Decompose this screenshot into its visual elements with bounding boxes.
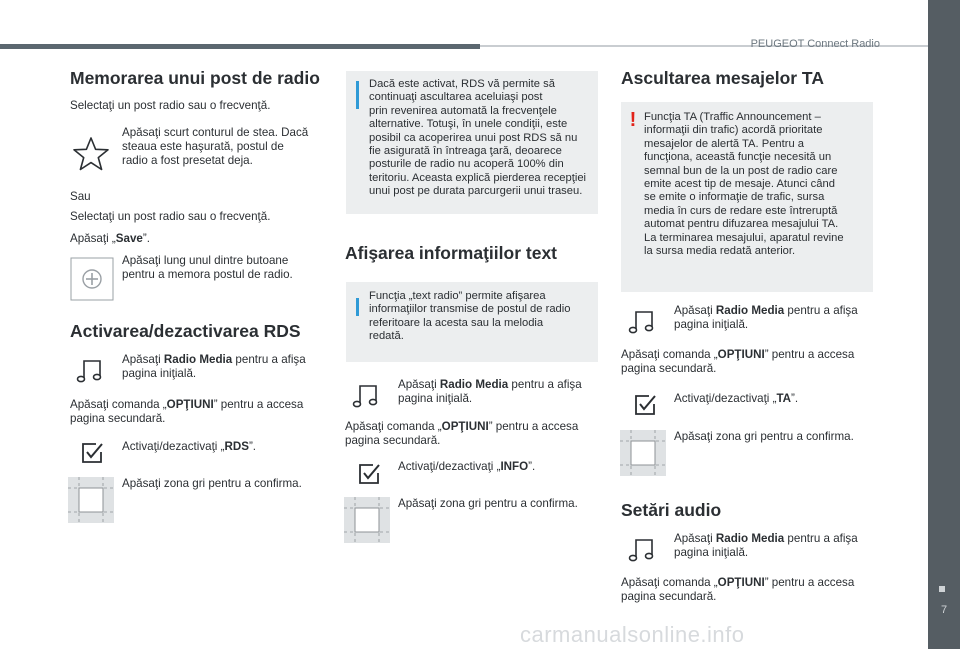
save-label: Save xyxy=(115,232,143,245)
text-line: funcţiona, această funcţie necesită un xyxy=(644,151,832,164)
heading-rds: Activarea/dezactivarea RDS xyxy=(70,321,301,341)
text: pentru a afişa xyxy=(508,378,582,391)
grey-zone-instruction: Apăsaţi zona gri pentru a confirma. xyxy=(674,430,854,443)
text: Apăsaţi comanda „ xyxy=(621,348,718,361)
grey-zone-icon xyxy=(68,477,114,523)
text-line: Funcţia TA (Traffic Announcement – xyxy=(644,111,821,123)
activate-instruction xyxy=(398,460,535,474)
music-note-icon xyxy=(628,537,656,563)
note-text xyxy=(644,111,844,258)
activate-instruction xyxy=(674,392,798,406)
text: Apăsaţi comanda „ xyxy=(621,576,718,589)
info-bar-icon xyxy=(356,81,359,109)
paragraph: Selectaţi un post radio sau o frecvenţă. xyxy=(70,210,271,223)
grey-zone-instruction: Apăsaţi zona gri pentru a confirma. xyxy=(122,477,302,490)
text: ”. xyxy=(142,232,150,245)
text-line: La terminarea mesajului, aparatul revine xyxy=(644,231,844,244)
info-bar-icon xyxy=(356,298,359,316)
warning-icon: ! xyxy=(629,109,637,131)
text-line: pentru a memora postul de radio. xyxy=(122,268,293,281)
heading-audio: Setări audio xyxy=(621,500,722,520)
text-line: pagina iniţială. xyxy=(674,318,749,331)
text-line: radio a fost presetat deja. xyxy=(122,154,253,167)
radio-media-label: Radio Media xyxy=(715,532,785,545)
text-line: continuaţi ascultarea aceluiaşi post xyxy=(369,91,543,104)
rds-label: RDS xyxy=(224,440,249,453)
text-line: Apăsaţi scurt conturul de stea. Dacă xyxy=(122,126,309,139)
text-line: alternative. Totuşi, în unele condiţii, este xyxy=(369,118,568,131)
star-icon xyxy=(72,136,110,172)
text-line: Dacă este activat, RDS vă permite să xyxy=(369,78,555,90)
options-instruction xyxy=(621,576,854,604)
paragraph: Selectaţi un post radio sau o frecvenţă. xyxy=(70,99,271,112)
note-text xyxy=(369,78,586,199)
text-line: automat pentru difuzarea mesajului TA. xyxy=(644,218,839,231)
radio-media-label: Radio Media xyxy=(715,304,785,317)
text: ” pentru a accesa xyxy=(764,348,855,361)
header-bar xyxy=(0,44,480,49)
text: Apăsaţi „ xyxy=(70,232,116,245)
watermark: carmanualsonline.info xyxy=(520,622,745,647)
text-line: Funcţia „text radio” permite afişarea xyxy=(369,290,546,302)
text-line: informaţii din trafic) acordă prioritate xyxy=(644,124,823,137)
text-line: pagina iniţială. xyxy=(122,367,197,380)
options-label: OPŢIUNI xyxy=(166,398,214,411)
text: Apăsaţi comanda „ xyxy=(70,398,167,411)
text: ”. xyxy=(248,440,257,453)
text: Apăsaţi xyxy=(674,532,716,545)
text: ” pentru a accesa xyxy=(488,420,579,433)
radio-media-label: Radio Media xyxy=(163,353,233,366)
activate-instruction xyxy=(122,440,256,454)
text-line xyxy=(674,532,858,546)
grey-zone-instruction: Apăsaţi zona gri pentru a confirma. xyxy=(398,497,578,510)
text-line: prin revenirea automată la frecvenţele xyxy=(369,104,557,117)
text-line xyxy=(70,398,303,412)
options-label: OPŢIUNI xyxy=(717,348,765,361)
text-line xyxy=(122,353,306,367)
text-line: la sursa media redată anterior. xyxy=(644,245,796,258)
checkbox-icon xyxy=(357,462,381,486)
text-line: referitoare la acesta sau la melodia xyxy=(369,316,544,329)
text-line: posturile de radio nu acoperă 100% din xyxy=(369,158,564,171)
options-label: OPŢIUNI xyxy=(441,420,489,433)
page-marker xyxy=(939,586,945,592)
text: ” pentru a accesa xyxy=(764,576,855,589)
text-line: pagina secundară. xyxy=(621,590,717,603)
music-note-icon xyxy=(352,383,380,409)
grey-zone-icon xyxy=(344,497,390,543)
text-line: pagina iniţială. xyxy=(398,392,473,405)
radio-media-instruction xyxy=(674,304,858,332)
text: ”. xyxy=(528,460,536,473)
text: pentru a afişa xyxy=(232,353,306,366)
warning-note-ta xyxy=(621,102,873,292)
text: ”. xyxy=(791,392,799,405)
text: Apăsaţi xyxy=(398,378,440,391)
text-line: mesajelor de alertă TA. Pentru a xyxy=(644,137,805,150)
grey-zone-icon xyxy=(620,430,666,476)
paragraph: Sau xyxy=(70,190,91,203)
music-note-icon xyxy=(628,309,656,335)
heading-text-info: Afişarea informaţiilor text xyxy=(345,243,557,263)
checkbox-icon xyxy=(633,393,657,417)
star-instruction xyxy=(122,126,308,168)
text-line: media în curs de redare este întreruptă xyxy=(644,204,838,217)
text-line: posibil ca acoperirea unui post RDS să nu xyxy=(369,131,578,144)
text-line: Apăsaţi lung unul dintre butoane xyxy=(122,254,289,267)
ta-label: TA xyxy=(776,392,792,405)
options-instruction xyxy=(70,398,303,426)
text: pentru a afişa xyxy=(784,532,858,545)
text-line: teritoriu. Aceasta explică pierderea recepţiei xyxy=(369,171,587,184)
text: Apăsaţi xyxy=(122,353,164,366)
options-instruction xyxy=(345,420,578,448)
page-number: 7 xyxy=(940,604,948,616)
info-note-text xyxy=(346,282,598,362)
text-line xyxy=(674,304,858,318)
radio-media-instruction xyxy=(674,532,858,560)
text-line: pagina secundară. xyxy=(345,434,441,447)
side-band xyxy=(928,0,960,649)
text: Apăsaţi xyxy=(674,304,716,317)
text-line: pagina iniţială. xyxy=(674,546,749,559)
text-line: pagina secundară. xyxy=(621,362,717,375)
text-line: pagina secundară. xyxy=(70,412,166,425)
text-line xyxy=(621,576,854,590)
music-note-icon xyxy=(76,358,104,384)
text-line: informaţiilor transmise de postul de radio xyxy=(369,303,571,316)
text-line: fie asigurată în întreaga ţară, deoarece xyxy=(369,145,562,158)
text-line: steaua este haşurată, postul de xyxy=(122,140,284,153)
text-line xyxy=(398,378,582,392)
options-label: OPŢIUNI xyxy=(717,576,765,589)
text: Activaţi/dezactivaţi „ xyxy=(674,392,777,405)
checkbox-icon xyxy=(80,441,104,465)
text-line xyxy=(621,348,854,362)
info-note-rds xyxy=(346,71,598,214)
text: ” pentru a accesa xyxy=(213,398,304,411)
paragraph xyxy=(70,232,150,246)
text-line: se emite o informaţie de trafic, sursa xyxy=(644,191,825,204)
text-line: semnal bun de la un post de radio care xyxy=(644,164,838,177)
radio-media-label: Radio Media xyxy=(439,378,509,391)
text-line: unui post pe durata parcurgerii unui traseu. xyxy=(369,185,583,198)
heading-memorare: Memorarea unui post de radio xyxy=(70,68,320,88)
note-text xyxy=(369,290,570,344)
text: pentru a afişa xyxy=(784,304,858,317)
text: Activaţi/dezactivaţi „ xyxy=(398,460,501,473)
plus-button-icon xyxy=(70,257,114,301)
radio-media-instruction xyxy=(122,353,306,381)
options-instruction xyxy=(621,348,854,376)
heading-ta: Ascultarea mesajelor TA xyxy=(621,68,824,88)
header-title: PEUGEOT Connect Radio xyxy=(750,38,880,50)
info-label: INFO xyxy=(500,460,529,473)
text-line: redată. xyxy=(369,330,404,343)
text-line: emite acest tip de mesaje. Atunci când xyxy=(644,178,835,191)
text: Apăsaţi comanda „ xyxy=(345,420,442,433)
plus-instruction xyxy=(122,254,293,282)
text-line xyxy=(345,420,578,434)
text: Activaţi/dezactivaţi „ xyxy=(122,440,225,453)
radio-media-instruction xyxy=(398,378,582,406)
